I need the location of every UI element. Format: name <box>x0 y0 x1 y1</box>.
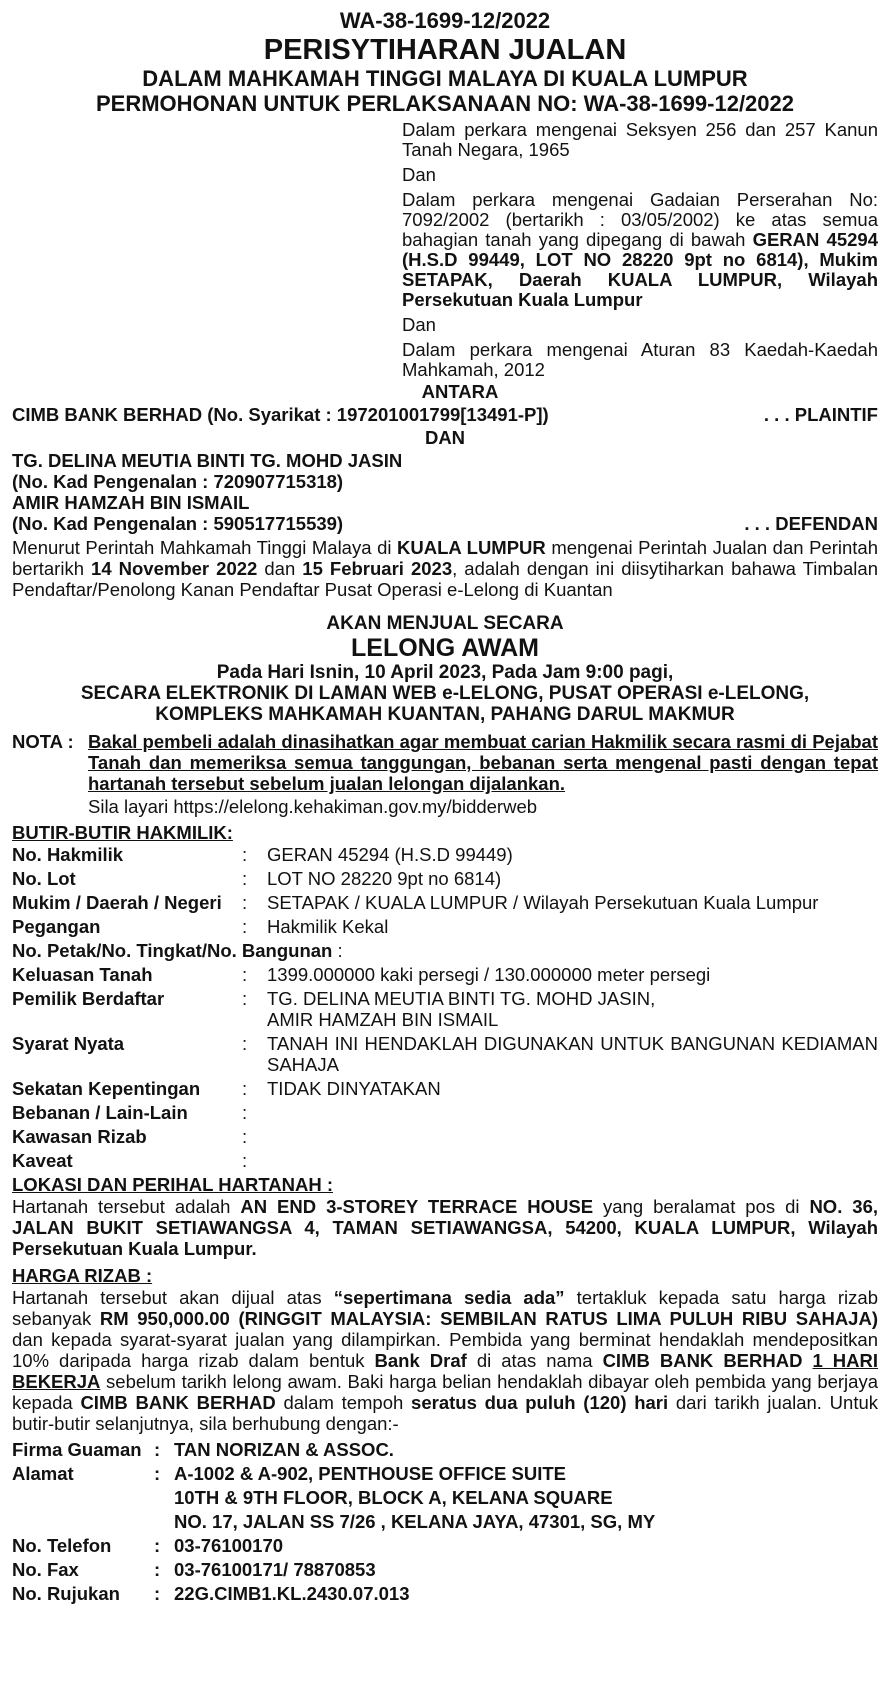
title-detail-row <box>12 868 878 889</box>
firm-contact-row <box>12 1438 878 1462</box>
intro-paragraph-1: Dalam perkara mengenai Seksyen 256 dan 257 Kanun Tanah Negara, 1965 <box>402 119 878 160</box>
antara-label: ANTARA <box>421 381 499 402</box>
title-detail-colon: : <box>242 892 248 913</box>
defendant-2-row <box>12 513 878 535</box>
reserve-heading: HARGA RIZAB : <box>12 1265 153 1286</box>
firm-contact-value: TAN NORIZAN & ASSOC. <box>174 1439 394 1460</box>
order-text-1: Menurut Perintah Mahkamah Tinggi Malaya di <box>12 537 398 558</box>
firm-contact-colon: : <box>154 1583 161 1604</box>
law-firm-contact-table <box>12 1438 878 1606</box>
title-detail-value: TIDAK DINYATAKAN <box>267 1078 441 1099</box>
intro-dan-1: Dan <box>402 164 436 185</box>
sale-heading: AKAN MENJUAL SECARA <box>326 613 564 634</box>
reserve-bank-name-2: CIMB BANK BERHAD <box>80 1392 276 1413</box>
title-detail-label: Kaveat <box>12 1150 73 1171</box>
firm-contact-colon <box>154 1510 174 1534</box>
document-title: PERISYTIHARAN JUALAN <box>263 34 627 66</box>
reserve-text-4: di atas nama <box>466 1350 603 1371</box>
reserve-text-8: dari tarikh jualan. Untuk butir-butir selanjutnya, sila berhubung dengan:- <box>12 1392 878 1434</box>
title-detail-value: SETAPAK / KUALA LUMPUR / Wilayah Persekutuan Kuala Lumpur <box>267 892 819 913</box>
firm-contact-label: Firma Guaman <box>12 1439 142 1460</box>
title-detail-value <box>267 1150 878 1171</box>
plaintiff-role: . . . PLAINTIF <box>763 404 878 425</box>
title-detail-row <box>12 1078 878 1099</box>
title-detail-value <box>267 1102 878 1123</box>
title-detail-value <box>343 940 878 961</box>
location-text-1: Hartanah tersebut adalah <box>12 1196 241 1217</box>
title-detail-value: Hakmilik Kekal <box>267 916 389 937</box>
firm-contact-label <box>12 1510 154 1534</box>
title-detail-row <box>12 940 878 961</box>
title-detail-label: Kawasan Rizab <box>12 1126 147 1147</box>
title-detail-value: LOT NO 28220 9pt no 6814) <box>267 868 502 889</box>
title-detail-row <box>12 1126 878 1147</box>
title-detail-row <box>12 1150 878 1171</box>
firm-contact-label: No. Rujukan <box>12 1583 120 1604</box>
reserve-period: seratus dua puluh (120) hari <box>411 1392 669 1413</box>
title-detail-label: Pegangan <box>12 916 101 937</box>
title-detail-row <box>12 1102 878 1123</box>
title-detail-label: Syarat Nyata <box>12 1033 125 1054</box>
firm-contact-value: A-1002 & A-902, PENTHOUSE OFFICE SUITE <box>174 1463 567 1484</box>
nota-text: Bakal pembeli adalah dinasihatkan agar membuat carian Hakmilik secara rasmi di Pejabat Tanah dan memeriksa semua tanggungan, bebanan serta mengenal pasti dengan tepat hartanah tersebut sebelum jualan lelongan dijalankan. <box>88 731 878 794</box>
title-detail-label: No. Hakmilik <box>12 844 124 865</box>
firm-contact-label: No. Telefon <box>12 1535 112 1556</box>
firm-contact-row <box>12 1486 878 1510</box>
order-date-2: 15 Februari 2023 <box>302 558 453 579</box>
title-detail-colon: : <box>332 940 343 961</box>
title-detail-colon: : <box>242 1033 248 1054</box>
dan-label: DAN <box>424 427 466 448</box>
order-text-2: mengenai Perintah Jualan dan Perintah bertarikh <box>12 537 879 579</box>
reserve-price: RM 950,000.00 (RINGGIT MALAYSIA: SEMBILAN RATUS LIMA PULUH RIBU SAHAJA) <box>99 1308 878 1329</box>
order-date-1: 14 November 2022 <box>91 558 258 579</box>
title-detail-row <box>12 988 878 1030</box>
reserve-text-6: sebelum tarikh lelong awam. Baki harga belian hendaklah dibayar oleh pembida yang berjaya kepada <box>12 1371 878 1413</box>
title-detail-colon: : <box>242 988 248 1009</box>
title-detail-label: Pemilik Berdaftar <box>12 988 165 1009</box>
defendant-1-ic: (No. Kad Pengenalan : 720907715318) <box>12 471 344 492</box>
application-number: PERMOHONAN UNTUK PERLAKSANAAN NO: WA-38-1699-12/2022 <box>95 91 795 116</box>
reserve-text-2: tertakluk kepada satu harga rizab sebanyak <box>12 1287 878 1329</box>
sale-venue-2: KOMPLEKS MAHKAMAH KUANTAN, PAHANG DARUL MAKMUR <box>155 704 735 725</box>
title-details-heading: BUTIR-BUTIR HAKMILIK: <box>12 822 233 843</box>
title-detail-row <box>12 916 878 937</box>
title-detail-row <box>12 892 878 913</box>
court-name: DALAM MAHKAMAH TINGGI MALAYA DI KUALA LUMPUR <box>142 66 748 91</box>
intro-paragraph-3: Dalam perkara mengenai Aturan 83 Kaedah-Kaedah Mahkamah, 2012 <box>402 339 878 380</box>
defendant-2-ic: (No. Kad Pengenalan : 590517715539) <box>12 513 344 534</box>
nota-block <box>12 731 878 817</box>
title-detail-value: 1399.000000 kaki persegi / 130.000000 meter persegi <box>267 964 711 985</box>
property-address: NO. 36, JALAN BUKIT SETIAWANGSA 4, TAMAN SETIAWANGSA, 54200, KUALA LUMPUR, Wilayah Persekutuan Kuala Lumpur. <box>12 1196 878 1259</box>
location-text-2: yang beralamat pos di <box>593 1196 810 1217</box>
plaintiff-name: CIMB BANK BERHAD (No. Syarikat : 197201001799[13491-P]) <box>12 404 549 425</box>
firm-contact-colon: : <box>154 1463 161 1484</box>
sale-proclamation-document <box>12 8 878 1606</box>
reserve-text-7: dalam tempoh <box>275 1392 412 1413</box>
firm-contact-row <box>12 1582 878 1606</box>
reserve-working-day: 1 HARI BEKERJA <box>12 1350 879 1392</box>
property-type: AN END 3-STOREY TERRACE HOUSE <box>240 1196 594 1217</box>
title-detail-value <box>267 1126 878 1147</box>
firm-contact-colon: : <box>154 1535 161 1556</box>
title-details-table <box>12 844 878 1171</box>
title-detail-colon: : <box>242 1078 248 1099</box>
title-detail-row <box>12 964 878 985</box>
firm-contact-value: 10TH & 9TH FLOOR, BLOCK A, KELANA SQUARE <box>174 1487 613 1508</box>
order-paragraph <box>12 537 878 600</box>
sale-type: LELONG AWAM <box>351 634 539 662</box>
intro-paragraph-2 <box>402 190 878 310</box>
title-detail-colon: : <box>242 868 248 889</box>
reserve-text-1: Hartanah tersebut akan dijual atas <box>12 1287 334 1308</box>
order-text-4: , adalah dengan ini diisytiharkan bahawa Timbalan Pendaftar/Penolong Kanan Pendaftar Pusat Operasi e-Lelong di Kuantan <box>12 558 878 600</box>
location-heading: LOKASI DAN PERIHAL HARTANAH : <box>12 1174 334 1195</box>
location-paragraph <box>12 1196 878 1259</box>
firm-contact-label <box>12 1486 154 1510</box>
reserve-as-is: “sepertimana sedia ada” <box>333 1287 565 1308</box>
intro-paragraph-2-text: Dalam perkara mengenai Gadaian Perserahan No: 7092/2002 (bertarikh : 03/05/2002) ke atas semua bahagian tanah yang dipegang di bawah <box>402 189 878 250</box>
reserve-bank-name-1: CIMB BANK BERHAD <box>602 1350 803 1371</box>
title-detail-value: TANAH INI HENDAKLAH DIGUNAKAN UNTUK BANGUNAN KEDIAMAN SAHAJA <box>267 1033 878 1075</box>
firm-contact-value: NO. 17, JALAN SS 7/26 , KELANA JAYA, 47301, SG, MY <box>174 1511 656 1532</box>
firm-contact-colon: : <box>154 1559 161 1580</box>
nota-website[interactable]: Sila layari https://elelong.kehakiman.gov.my/bidderweb <box>88 796 538 817</box>
defendant-1-name: TG. DELINA MEUTIA BINTI TG. MOHD JASIN <box>12 450 403 471</box>
title-detail-value: GERAN 45294 (H.S.D 99449) <box>267 844 513 865</box>
firm-contact-label: No. Fax <box>12 1559 79 1580</box>
title-detail-label: No. Lot <box>12 868 76 889</box>
firm-contact-colon <box>154 1486 174 1510</box>
firm-contact-label: Alamat <box>12 1463 74 1484</box>
title-detail-label: Keluasan Tanah <box>12 964 153 985</box>
order-text-3: dan <box>257 558 303 579</box>
firm-contact-value: 03-76100171/ 78870853 <box>174 1559 376 1580</box>
intro-block <box>402 120 878 380</box>
title-detail-row <box>12 844 878 865</box>
reserve-bank-draft: Bank Draf <box>374 1350 467 1371</box>
firm-contact-value: 03-76100170 <box>174 1535 284 1556</box>
title-detail-value: TG. DELINA MEUTIA BINTI TG. MOHD JASIN, AMIR HAMZAH BIN ISMAIL <box>267 988 656 1030</box>
firm-contact-colon: : <box>154 1439 161 1460</box>
nota-label: NOTA : <box>12 731 74 752</box>
sale-date: Pada Hari Isnin, 10 April 2023, Pada Jam 9:00 pagi, <box>216 662 674 683</box>
firm-contact-row <box>12 1534 878 1558</box>
order-place: KUALA LUMPUR <box>397 537 546 558</box>
nota-content <box>88 731 878 817</box>
reserve-text-5 <box>802 1350 812 1371</box>
intro-paragraph-2-title: GERAN 45294 (H.S.D 99449, LOT NO 28220 9pt no 6814), Mukim SETAPAK, Daerah KUALA LUMPUR, Wilayah Persekutuan Kuala Lumpur <box>402 229 878 310</box>
firm-contact-value: 22G.CIMB1.KL.2430.07.013 <box>174 1583 410 1604</box>
title-detail-label: No. Petak/No. Tingkat/No. Bangunan <box>12 940 333 961</box>
defendant-role: . . . DEFENDAN <box>744 513 878 534</box>
case-number: WA-38-1699-12/2022 <box>339 8 551 33</box>
reserve-paragraph <box>12 1287 878 1434</box>
reserve-text-3: dan kepada syarat-syarat jualan yang dilampirkan. Pembida yang berminat hendaklah mendepositkan 10% daripada harga rizab dalam bentuk <box>12 1329 878 1371</box>
title-detail-label: Mukim / Daerah / Negeri <box>12 892 222 913</box>
title-detail-label: Bebanan / Lain-Lain <box>12 1102 188 1123</box>
firm-contact-row <box>12 1558 878 1582</box>
sale-venue-1: SECARA ELEKTRONIK DI LAMAN WEB e-LELONG, PUSAT OPERASI e-LELONG, <box>80 683 810 704</box>
defendant-2-name: AMIR HAMZAH BIN ISMAIL <box>12 492 250 513</box>
firm-contact-row <box>12 1462 878 1486</box>
title-detail-row <box>12 1033 878 1075</box>
title-detail-colon: : <box>242 844 248 865</box>
title-detail-colon: : <box>242 1126 248 1147</box>
firm-contact-row <box>12 1510 878 1534</box>
title-detail-colon: : <box>242 1102 248 1123</box>
plaintiff-row <box>12 404 878 426</box>
title-detail-label: Sekatan Kepentingan <box>12 1078 201 1099</box>
title-detail-colon: : <box>242 1150 248 1171</box>
intro-dan-2: Dan <box>402 314 436 335</box>
title-detail-colon: : <box>242 964 248 985</box>
title-detail-colon: : <box>242 916 248 937</box>
